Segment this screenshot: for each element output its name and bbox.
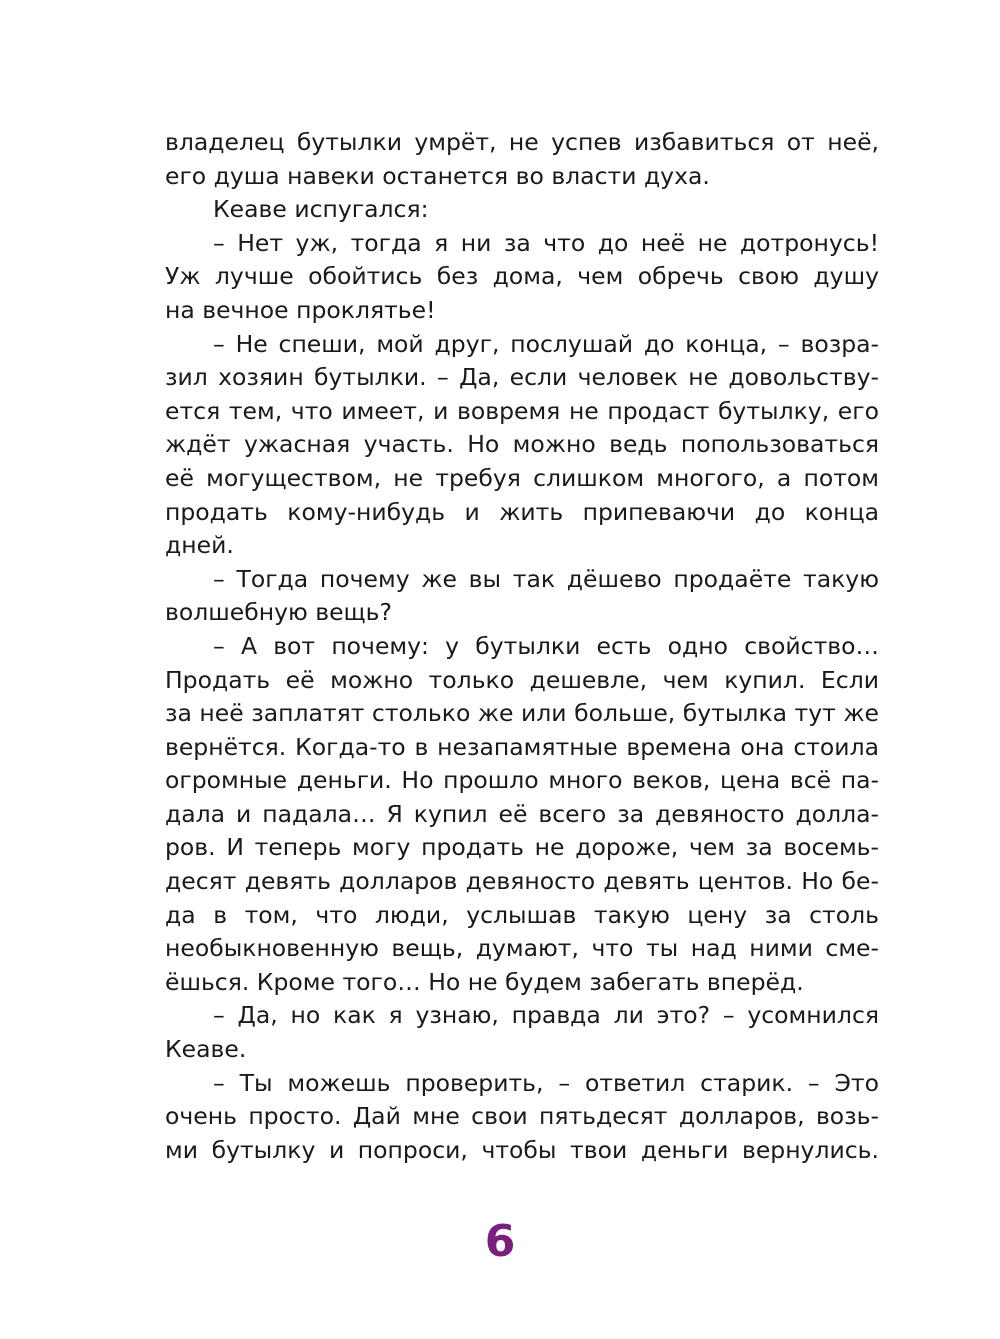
text-line: – Нет уж, тогда я ни за что до неё не дотронусь! [213, 228, 879, 257]
text-line: ров. И теперь могу продать не дороже, чем за восемь- [165, 833, 879, 862]
text-line: очень просто. Дай мне свои пятьдесят долларов, возь- [165, 1102, 879, 1131]
body-text [165, 126, 879, 1167]
text-line: ется тем, что имеет, и вовремя не продаст бутылку, его [165, 396, 879, 425]
text-line: – Ты можешь проверить, – ответил старик. – Это [213, 1068, 879, 1097]
text-line: вернётся. Когда-то в незапамятные времена она стоила [165, 732, 879, 761]
text-line: волшебную вещь? [165, 598, 392, 627]
text-line: необыкновенную вещь, думают, что ты над ними сме- [165, 934, 879, 963]
text-line: дней. [165, 531, 234, 560]
text-line: – А вот почему: у бутылки есть одно свойство… [213, 631, 879, 660]
text-line: за неё заплатят столько же или больше, бутылка тут же [165, 699, 879, 728]
text-line: Уж лучше обойтись без дома, чем обречь свою душу [165, 262, 879, 291]
text-line: зил хозяин бутылки. – Да, если человек не довольству- [165, 363, 879, 392]
text-line: – Да, но как я узнаю, правда ли это? – усомнился [213, 1001, 879, 1030]
text-line: её могуществом, не требуя слишком многого, а потом [165, 463, 879, 492]
text-line: продать кому-нибудь и жить припеваючи до конца [165, 497, 879, 526]
text-line: ждёт ужасная участь. Но можно ведь попользоваться [165, 430, 879, 459]
text-line: Продать её можно только дешевле, чем купил. Если [165, 665, 879, 694]
text-line: владелец бутылки умрёт, не успев избавиться от неё, [165, 128, 879, 156]
text-line: дала и падала… Я купил её всего за девяносто долла- [165, 799, 879, 828]
text-line: Кеаве. [165, 1035, 247, 1064]
text-line: десят девять долларов девяносто девять центов. Но бе- [165, 867, 879, 896]
text-line: на вечное проклятье! [165, 295, 436, 324]
text-line: огромные деньги. Но прошло много веков, цена всё па- [165, 766, 879, 795]
text-line: Кеаве испугался: [213, 195, 429, 224]
page-number: 6 [484, 1216, 516, 1267]
text-line: – Тогда почему же вы так дёшево продаёте такую [213, 564, 879, 593]
text-line: ёшься. Кроме того… Но не будем забегать вперёд. [165, 967, 804, 996]
text-line: ми бутылку и попроси, чтобы твои деньги вернулись. [165, 1135, 879, 1164]
text-line: его душа навеки останется во власти духа. [165, 161, 710, 190]
text-line: – Не спеши, мой друг, послушай до конца, – возра- [213, 329, 879, 358]
text-line: да в том, что люди, услышав такую цену за столь [165, 900, 879, 929]
